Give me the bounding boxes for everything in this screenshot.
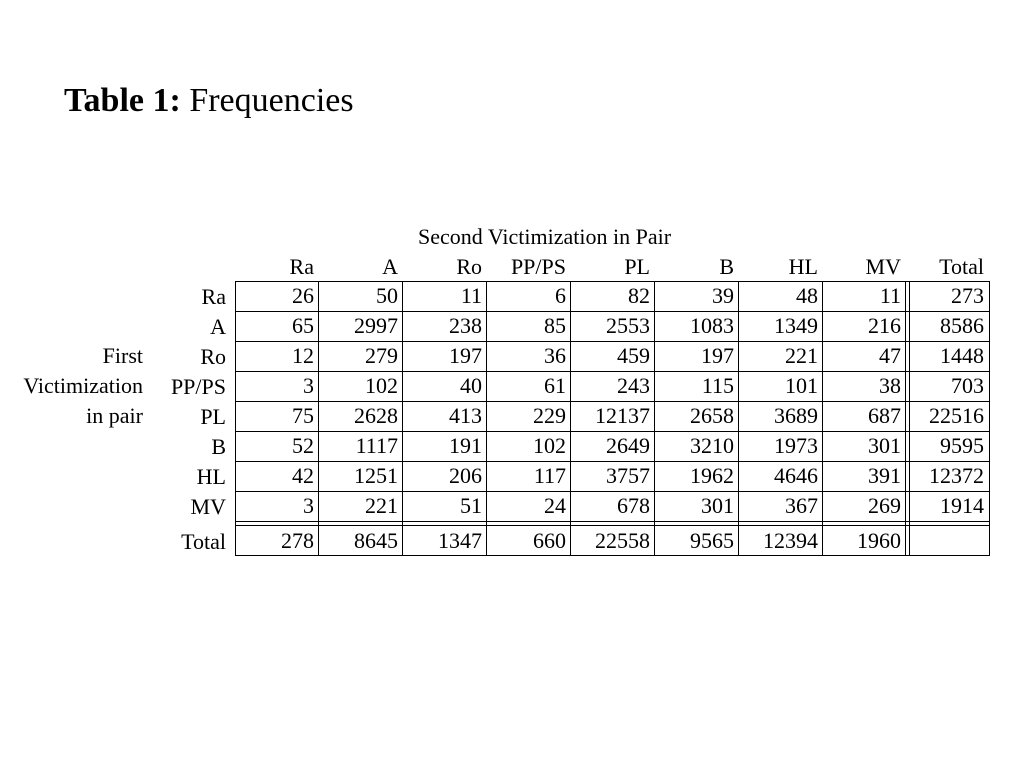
table-cell: 1973: [774, 433, 818, 458]
table-cell: 703: [951, 373, 984, 398]
table-cell: 1960: [857, 528, 901, 553]
row-header: PL: [200, 404, 226, 429]
column-header: MV: [865, 254, 901, 279]
table-cell: 221: [785, 343, 818, 368]
row-header: HL: [196, 464, 226, 489]
table-cell: 206: [449, 463, 482, 488]
table-cell: 413: [449, 403, 482, 428]
table-cell: 243: [617, 373, 650, 398]
column-divider: [318, 281, 319, 556]
column-header: PL: [624, 254, 650, 279]
table-cell: 3210: [690, 433, 734, 458]
row-header: MV: [190, 494, 226, 519]
table-cell: 12372: [929, 463, 984, 488]
table-cell: 50: [376, 283, 398, 308]
table-cell: 3: [303, 493, 314, 518]
table-cell: 75: [292, 403, 314, 428]
table-cell: 301: [701, 493, 734, 518]
table-cell: 48: [796, 283, 818, 308]
column-header: PP/PS: [510, 254, 566, 279]
table-cell: 238: [449, 313, 482, 338]
row-header: PP/PS: [170, 374, 226, 399]
table-cell: 279: [365, 343, 398, 368]
table-cell: 2628: [354, 403, 398, 428]
row-group-label-line2: Victimization: [23, 373, 143, 398]
table-cell: 65: [292, 313, 314, 338]
table-cell: 51: [460, 493, 482, 518]
table-border: [235, 281, 990, 556]
table-cell: 47: [879, 343, 901, 368]
table-cell: 39: [712, 283, 734, 308]
total-row-divider: [235, 525, 990, 526]
table-cell: 273: [951, 283, 984, 308]
table-cell: 229: [533, 403, 566, 428]
table-cell: 1962: [690, 463, 734, 488]
table-cell: 36: [544, 343, 566, 368]
row-group-label-line3: in pair: [86, 403, 143, 428]
table-cell: 11: [460, 283, 482, 308]
row-group-label-line1: First: [102, 343, 143, 368]
table-cell: 38: [879, 373, 901, 398]
table-cell: 22558: [595, 528, 650, 553]
table-cell: 9595: [940, 433, 984, 458]
table-cell: 101: [785, 373, 818, 398]
column-header: Ro: [456, 254, 482, 279]
table-cell: 269: [868, 493, 901, 518]
table-cell: 2997: [354, 313, 398, 338]
table-cell: 42: [292, 463, 314, 488]
table-cell: 191: [449, 433, 482, 458]
table-cell: 26: [292, 283, 314, 308]
table-cell: 52: [292, 433, 314, 458]
table-cell: 12: [292, 343, 314, 368]
row-header: Ro: [200, 344, 226, 369]
table-cell: 115: [701, 373, 734, 398]
table-cell: 1349: [774, 313, 818, 338]
table-cell: 1083: [690, 313, 734, 338]
column-divider: [822, 281, 823, 556]
table-cell: 1117: [355, 433, 398, 458]
table-cell: 197: [701, 343, 734, 368]
table-cell: 40: [460, 373, 482, 398]
row-header: B: [211, 434, 226, 459]
table-cell: 6: [555, 283, 566, 308]
table-cell: 197: [449, 343, 482, 368]
table-cell: 117: [533, 463, 566, 488]
table-cell: 82: [628, 283, 650, 308]
table-title: [64, 82, 354, 120]
row-header: Ra: [201, 284, 226, 309]
table-cell: 687: [868, 403, 901, 428]
table-cell: 221: [365, 493, 398, 518]
table-cell: 1347: [438, 528, 482, 553]
table-cell: 9565: [690, 528, 734, 553]
column-divider: [654, 281, 655, 556]
column-divider: [905, 281, 906, 556]
table-cell: 24: [544, 493, 566, 518]
table-cell: 1251: [354, 463, 398, 488]
table-cell: 8645: [354, 528, 398, 553]
table-cell: 3757: [606, 463, 650, 488]
column-header: HL: [788, 254, 818, 279]
table-cell: 391: [868, 463, 901, 488]
table-cell: 85: [544, 313, 566, 338]
row-divider: [235, 371, 990, 372]
row-divider: [235, 341, 990, 342]
column-divider: [738, 281, 739, 556]
row-divider: [235, 521, 990, 522]
row-header: A: [210, 314, 226, 339]
table-cell: 2553: [606, 313, 650, 338]
table-cell: 22516: [929, 403, 984, 428]
table-cell: 367: [785, 493, 818, 518]
column-group-header: Second Victimization in Pair: [418, 224, 672, 249]
row-divider: [235, 461, 990, 462]
table-cell: 2658: [690, 403, 734, 428]
column-divider: [486, 281, 487, 556]
column-header: A: [382, 254, 398, 279]
table-cell: 216: [868, 313, 901, 338]
table-cell: 301: [868, 433, 901, 458]
table-cell: 102: [365, 373, 398, 398]
column-divider: [570, 281, 571, 556]
row-divider: [235, 311, 990, 312]
table-cell: 61: [544, 373, 566, 398]
table-cell: 660: [533, 528, 566, 553]
table-cell: 2649: [606, 433, 650, 458]
row-divider: [235, 401, 990, 402]
column-header: B: [719, 254, 734, 279]
title-label: Table 1:: [64, 82, 181, 119]
table-cell: 4646: [774, 463, 818, 488]
table-cell: 12394: [763, 528, 818, 553]
row-divider: [235, 431, 990, 432]
table-cell: 1448: [940, 343, 984, 368]
row-divider: [235, 491, 990, 492]
table-cell: 1914: [940, 493, 984, 518]
table-cell: 3: [303, 373, 314, 398]
row-header: Total: [181, 529, 226, 554]
column-divider: [402, 281, 403, 556]
column-header: Ra: [289, 254, 314, 279]
total-column-divider: [909, 281, 910, 556]
table-cell: 12137: [595, 403, 650, 428]
table-cell: 3689: [774, 403, 818, 428]
title-text: Frequencies: [180, 82, 354, 119]
table-cell: 102: [533, 433, 566, 458]
table-cell: 8586: [940, 313, 984, 338]
table-cell: 11: [879, 283, 901, 308]
table-cell: 459: [617, 343, 650, 368]
table-cell: 278: [281, 528, 314, 553]
column-header: Total: [939, 254, 984, 279]
table-cell: 678: [617, 493, 650, 518]
